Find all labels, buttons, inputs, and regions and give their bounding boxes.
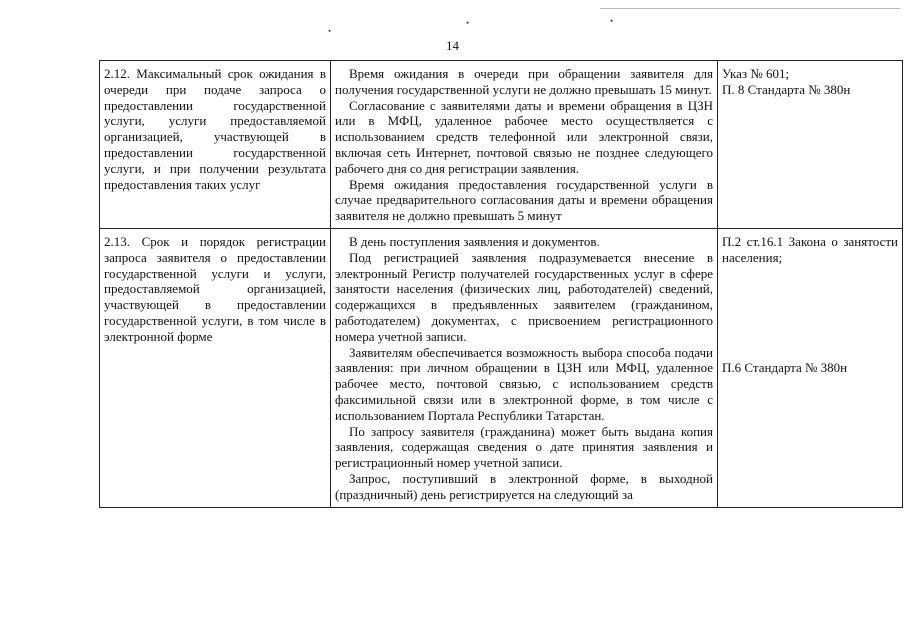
paragraph: Согласование с заявителями даты и времени обращения в ЦЗН или в МФЦ, удаленное рабочее место осуществляется с использованием средств телефонной или электронной связи, включая сеть Интернет, почтовой связью не позднее следующего рабочего дня со дня регистрации заявления. xyxy=(335,97,713,176)
reference-line: П.6 Стандарта № 380н xyxy=(722,359,848,375)
row-content xyxy=(331,61,718,229)
paragraph: По запросу заявителя (гражданина) может быть выдана копия заявления, содержащая сведения о дате принятия заявления и регистрационный номер учетной записи. xyxy=(335,423,713,471)
paragraph: В день поступления заявления и документов. xyxy=(349,233,600,249)
scan-speck: • xyxy=(610,16,614,26)
row-reference xyxy=(718,228,903,507)
row-title: 2.13. Срок и порядок регистрации запроса заявителя о предоставлении государственной услуги и услуги, предоставляемой организацией, участвующей в предоставлении государственной услуги, в том числе в электронной форме xyxy=(100,228,331,507)
paragraph: Заявителям обеспечивается возможность выбора способа подачи заявления: при личном обращении в ЦЗН или МФЦ, удаленное рабочее место, почтовой связью, с использованием средств факсимильной связи или в электронной форме, в том числе с использованием Портала Республики Татарстан. xyxy=(335,344,713,423)
top-rule xyxy=(600,8,900,9)
row-content xyxy=(331,228,718,507)
reference-line: П. 8 Стандарта № 380н xyxy=(722,81,851,97)
paragraph: Запрос, поступивший в электронной форме, в выходной (праздничный) день регистрируется на следующий за xyxy=(335,470,713,502)
row-reference xyxy=(718,61,903,229)
reference-spacer xyxy=(722,266,898,360)
reference-line: Указ № 601; xyxy=(722,66,790,81)
paragraph: Время ожидания предоставления государственной услуги в случае предварительного согласования даты и времени обращения заявителя не должно превышать 5 минут xyxy=(335,176,713,224)
paragraph: Под регистрацией заявления подразумевается внесение в электронный Регистр получателей государственных услуг в сфере занятости населения (физических лиц, работодателей) сведений, содержащихся в предъявленных заявителем (гражданином, работодателем) документах, с присвоением регистрационного номера учетной записи. xyxy=(335,249,713,344)
page-number: 14 xyxy=(446,38,459,53)
regulation-table xyxy=(99,60,903,508)
paragraph: Время ожидания в очереди при обращении заявителя для получения государственной услуги не должно превышать 15 минут. xyxy=(335,66,713,97)
scan-speck: • xyxy=(466,18,470,28)
table-row xyxy=(100,228,903,507)
reference-line: П.2 ст.16.1 Закона о занятости населения; xyxy=(722,233,898,265)
scan-speck: • xyxy=(328,26,332,36)
table-row xyxy=(100,61,903,229)
row-title: 2.12. Максимальный срок ожидания в очереди при подаче запроса о предоставлении государственной услуги, услуги предоставляемой организацией, участвующей в предоставлении государственной услуги, и при получении результата предоставления таких услуг xyxy=(100,61,331,229)
